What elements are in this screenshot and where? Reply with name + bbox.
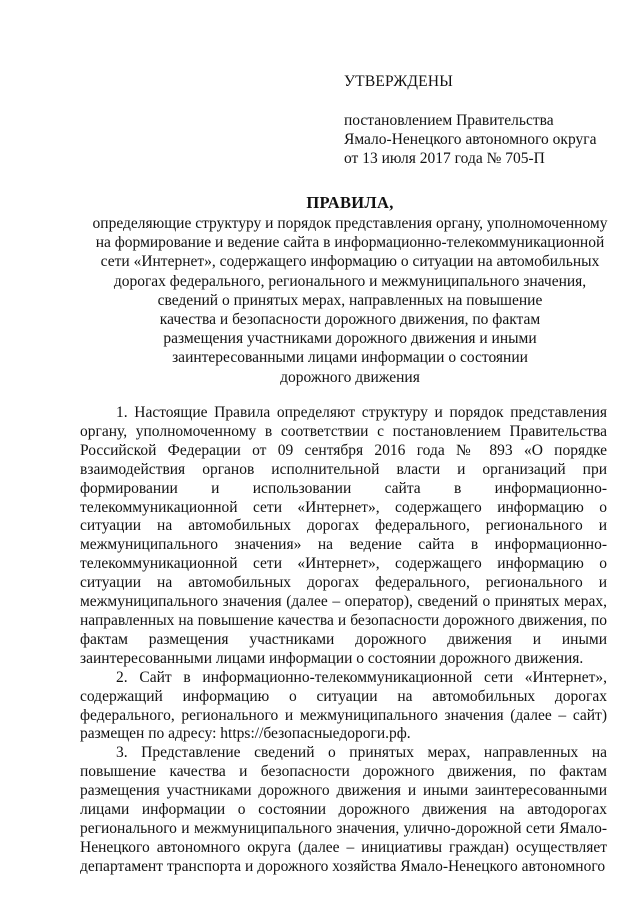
subtitle-line: заинтересованными лицами информации о состоянии: [172, 349, 528, 367]
subtitle-line: определяющие структуру и порядок представления органу, уполномоченному: [92, 215, 608, 232]
approval-line: постановлением Правительства: [344, 112, 554, 129]
paragraph-1: 1. Настоящие Правила определяют структуру и порядок представления органу, уполномоченному в соответствии с постановлением Правительства Российской Федерации от 09 сентября 2016 года № 893 «О порядке взаимодействия органов исполнительной власти и организаций при формировании и использовании сайта в информационно-телекоммуникационной сети «Интернет», содержащего информацию о ситуации на автомобильных дорогах федерального, регионального и межмуниципального значения» на ведение сайта в информационно-телекоммуникационной сети «Интернет», содержащего информацию о ситуации на автомобильных дорогах федерального, регионального и межмуниципального значения (далее – оператор), сведений о принятых мерах, направленных на повышение качества и безопасности дорожного движения, по фактам размещения участниками дорожного движения и иными заинтересованными лицами информации о состоянии дорожного движения.: [80, 404, 607, 667]
subtitle-line: размещения участниками дорожного движения и иными: [163, 330, 537, 348]
subtitle-line: сведений о принятых мерах, направленных на повышение: [157, 291, 543, 309]
paragraph-3: 3. Представление сведений о принятых мерах, направленных на повышение качества и безопасности дорожного движения, по фактам размещения участниками дорожного движения и иными заинтересованными лицами информации о состоянии дорожного движения на автодорогах регионального и межмуниципального значения, улично-дорожной сети Ямало-Ненецкого автономного округа (далее – инициативы граждан) осуществляет департамент транспорта и дорожного хозяйства Ямало-Ненецкого автономного: [80, 744, 607, 875]
approval-heading: УТВЕРЖДЕНЫ: [344, 73, 453, 90]
approval-block: [344, 72, 596, 168]
paragraph-2: 2. Сайт в информационно-телекоммуникационной сети «Интернет», содержащий информацию о ситуации на автомобильных дорогах федерального, регионального и межмуниципального значения (далее – сайт) размещен по адресу: https://безопасныедороги.рф.: [80, 668, 607, 743]
approval-line: Ямало-Ненецкого автономного округа: [344, 131, 597, 148]
subtitle-line: сети «Интернет», содержащего информацию о ситуации на автомобильных: [100, 253, 600, 271]
subtitle-line: дорогах федерального, регионального и межмуниципального значения,: [113, 272, 587, 290]
document-body: [80, 404, 607, 877]
subtitle-line: качества и безопасности дорожного движения, по фактам: [159, 311, 541, 329]
document-subtitle: [60, 214, 640, 387]
approval-line: от 13 июля 2017 года № 705-П: [344, 150, 545, 167]
subtitle-line: на формирование и ведение сайта в информационно-телекоммуникационной: [95, 234, 605, 252]
document-title: ПРАВИЛА,: [306, 193, 394, 212]
subtitle-line: дорожного движения: [280, 368, 420, 386]
